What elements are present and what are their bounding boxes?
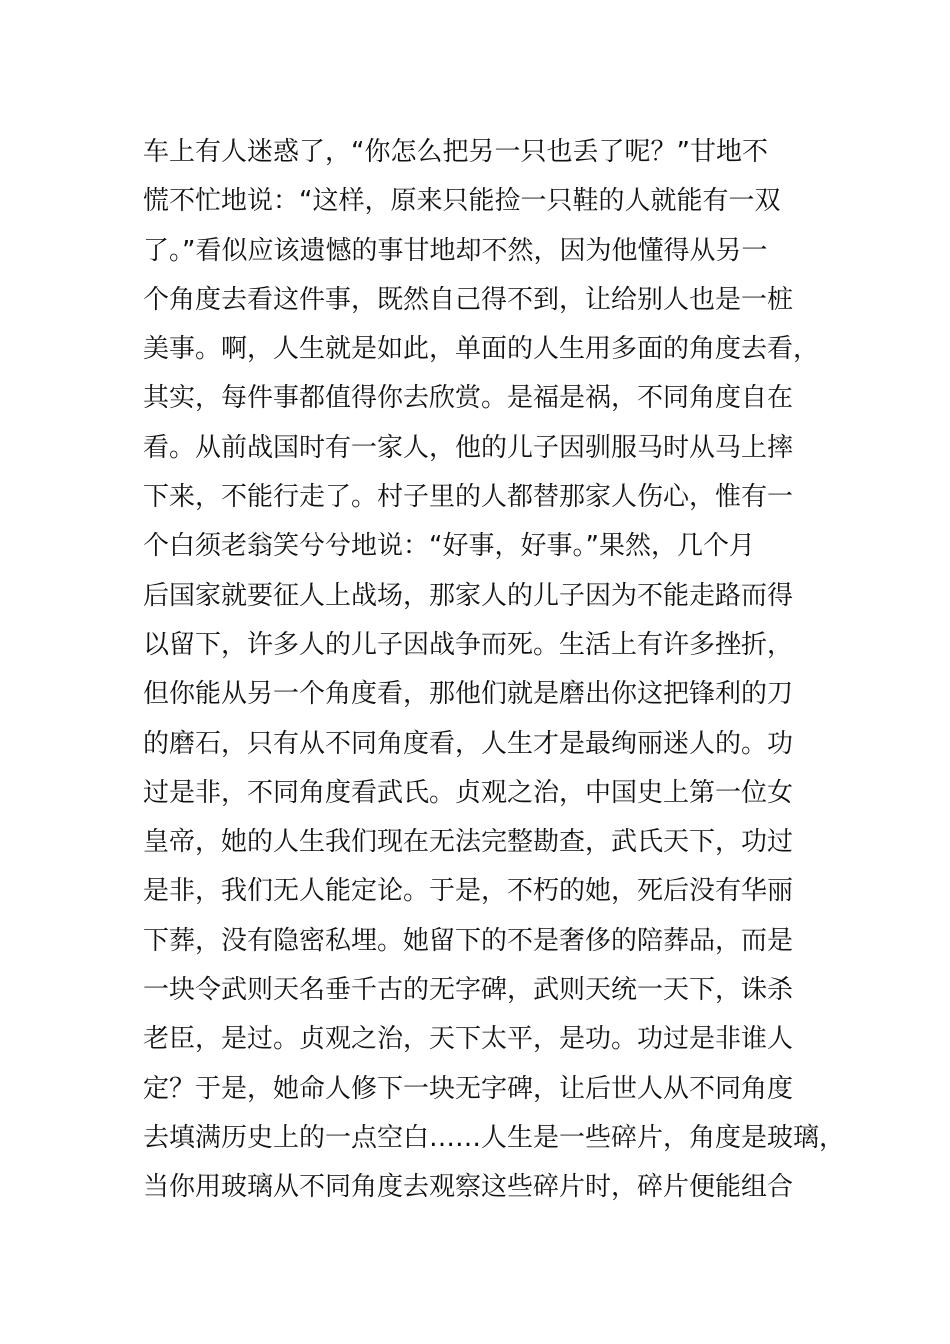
- text-line: 以留下，许多人的儿子因战争而死。生活上有许多挫折，: [143, 629, 794, 660]
- text-line: 慌不忙地说：“这样，原来只能捡一只鞋的人就能有一双: [143, 186, 781, 217]
- text-line: 车上有人迷惑了，“你怎么把另一只也丢了呢？”甘地不: [143, 137, 768, 167]
- text-line: 其实，每件事都值得你去欣赏。是福是祸，不同角度自在: [143, 383, 794, 414]
- text-line: 一块令武则天名垂千古的无字碑，武则天统一天下，诛杀: [143, 975, 794, 1006]
- text-line: 老臣，是过。贞观之治，天下太平，是功。功过是非谁人: [143, 1024, 794, 1055]
- text-line: 个角度去看这件事，既然自己得不到，让给别人也是一桩: [143, 284, 794, 315]
- text-line: 当你用玻璃从不同角度去观察这些碎片时，碎片便能组合: [143, 1172, 794, 1203]
- text-line: 后国家就要征人上战场，那家人的儿子因为不能走路而得: [143, 580, 794, 611]
- text-line: 去填满历史上的一点空白……人生是一些碎片，角度是玻璃，: [143, 1122, 846, 1153]
- text-line: 过是非，不同角度看武氏。贞观之治，中国史上第一位女: [143, 777, 794, 808]
- text-line: 了。”看似应该遗憾的事甘地却不然，因为他懂得从另一: [143, 235, 768, 266]
- text-line: 看。从前战国时有一家人，他的儿子因驯服马时从马上摔: [143, 432, 794, 463]
- text-line: 但你能从另一个角度看，那他们就是磨出你这把锋利的刀: [143, 679, 794, 710]
- text-line: 是非，我们无人能定论。于是，不朽的她，死后没有华丽: [143, 876, 794, 907]
- text-line: 的磨石，只有从不同角度看，人生才是最绚丽迷人的。功: [143, 728, 794, 759]
- text-line: 下葬，没有隐密私埋。她留下的不是奢侈的陪葬品，而是: [143, 925, 794, 956]
- text-line: 下来，不能行走了。村子里的人都替那家人伤心，惟有一: [143, 482, 794, 513]
- text-line: 个白须老翁笑兮兮地说：“好事，好事。”果然，几个月: [143, 531, 755, 562]
- text-line: 皇帝，她的人生我们现在无法完整勘查，武氏天下，功过: [143, 827, 794, 858]
- text-line: 定？于是，她命人修下一块无字碑，让后世人从不同角度: [143, 1073, 794, 1104]
- body-paragraph: [143, 128, 846, 1213]
- text-line: 美事。啊，人生就是如此，单面的人生用多面的角度去看，: [143, 334, 820, 365]
